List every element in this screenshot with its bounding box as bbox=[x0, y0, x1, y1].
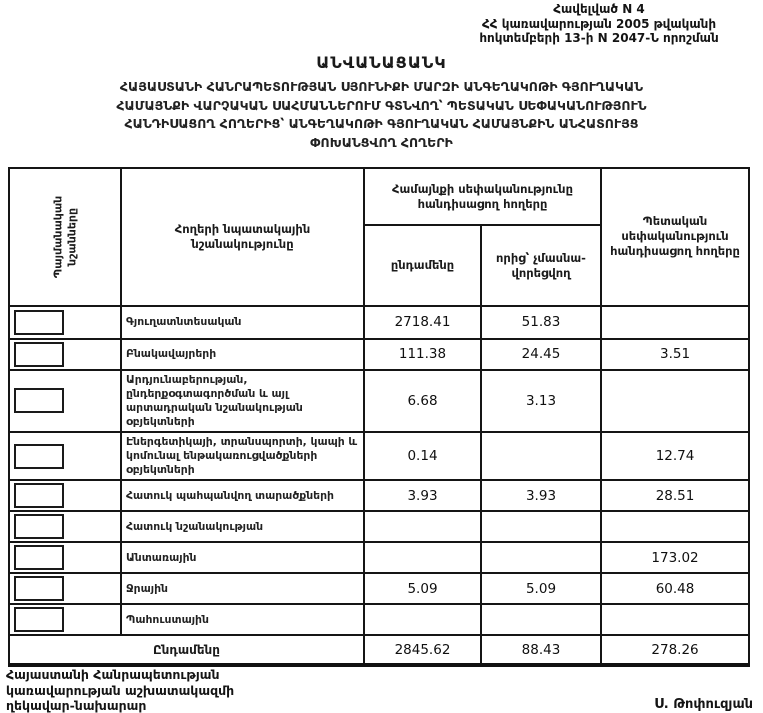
row-state bbox=[601, 511, 749, 542]
total-state: 278.26 bbox=[601, 635, 749, 665]
table-row bbox=[9, 339, 749, 370]
row-total: 0.14 bbox=[364, 432, 481, 480]
header-community-non-privatized: որից՝ չմասնա-վորեցվող bbox=[481, 225, 601, 306]
row-non-privatized: 51.83 bbox=[481, 306, 601, 339]
row-non-privatized bbox=[481, 511, 601, 542]
row-label: Հատուկ պահպանվող տարածքների bbox=[121, 480, 364, 511]
page-subtitle bbox=[0, 78, 763, 153]
subtitle-line-2: ՀԱՄԱՅՆՔԻ ՎԱՐՉԱԿԱՆ ՍԱՀՄԱՆՆԵՐՈՒՄ ԳՏՆՎՈՂ՝ ՊԵՏԱԿԱՆ ՍԵՓԱԿԱՆՈՒԹՅՈՒՆ bbox=[116, 97, 647, 113]
header-symbols-label: Պայմանական նշանները bbox=[51, 195, 78, 279]
row-total: 5.09 bbox=[364, 573, 481, 604]
table-row bbox=[9, 511, 749, 542]
symbol-cell bbox=[9, 573, 121, 604]
row-label: Անտառային bbox=[121, 542, 364, 573]
total-label: Ընդամենը bbox=[9, 635, 364, 665]
row-label: Բնակավայրերի bbox=[121, 339, 364, 370]
table-row bbox=[9, 604, 749, 635]
row-total bbox=[364, 604, 481, 635]
legend-swatch bbox=[14, 444, 64, 469]
row-total: 111.38 bbox=[364, 339, 481, 370]
legend-swatch bbox=[14, 342, 64, 367]
header-state: Պետական սեփականություն հանդիսացող հողերը bbox=[601, 168, 749, 306]
row-state bbox=[601, 370, 749, 432]
table-row bbox=[9, 370, 749, 432]
symbol-cell bbox=[9, 339, 121, 370]
legend-swatch bbox=[14, 545, 64, 570]
header-designation: Հողերի նպատակային նշանակությունը bbox=[121, 168, 364, 306]
row-state: 60.48 bbox=[601, 573, 749, 604]
row-total: 3.93 bbox=[364, 480, 481, 511]
row-state bbox=[601, 604, 749, 635]
page-title: ԱՆՎԱՆԱՑԱՆԿ bbox=[316, 52, 447, 72]
header-community-group: Համայնքի սեփականությունը հանդիսացող հողերը bbox=[364, 168, 601, 225]
table-total-row bbox=[9, 635, 749, 665]
legend-swatch bbox=[14, 310, 64, 335]
symbol-cell bbox=[9, 370, 121, 432]
legend-swatch bbox=[14, 388, 64, 413]
row-label: Պահուստային bbox=[121, 604, 364, 635]
appendix-reference bbox=[439, 2, 759, 46]
appendix-line-1: Հավելված N 4 bbox=[553, 2, 645, 16]
appendix-line-3: հոկտեմբերի 13-ի N 2047-Ն որոշման bbox=[479, 31, 719, 46]
row-label: Ջրային bbox=[121, 573, 364, 604]
row-label: Գյուղատնտեսական bbox=[121, 306, 364, 339]
symbol-cell bbox=[9, 604, 121, 635]
table-row bbox=[9, 432, 749, 480]
row-non-privatized bbox=[481, 604, 601, 635]
symbol-cell bbox=[9, 432, 121, 480]
table-row bbox=[9, 542, 749, 573]
land-distribution-table bbox=[8, 167, 750, 667]
symbol-cell bbox=[9, 511, 121, 542]
row-non-privatized bbox=[481, 432, 601, 480]
row-label: Հատուկ նշանակության bbox=[121, 511, 364, 542]
header-community-total: ընդամենը bbox=[364, 225, 481, 306]
symbol-cell bbox=[9, 542, 121, 573]
table-row bbox=[9, 480, 749, 511]
row-state: 12.74 bbox=[601, 432, 749, 480]
appendix-line-2: ՀՀ կառավարության 2005 թվականի bbox=[481, 16, 717, 31]
row-total: 2718.41 bbox=[364, 306, 481, 339]
row-non-privatized bbox=[481, 542, 601, 573]
symbol-cell bbox=[9, 480, 121, 511]
row-total bbox=[364, 511, 481, 542]
legend-swatch bbox=[14, 514, 64, 539]
header-symbols bbox=[9, 168, 121, 306]
signatory-title bbox=[6, 667, 234, 713]
row-total: 6.68 bbox=[364, 370, 481, 432]
table-row bbox=[9, 573, 749, 604]
signatory-title-line-3: ղեկավար-նախարար bbox=[6, 697, 147, 713]
row-non-privatized: 3.13 bbox=[481, 370, 601, 432]
legend-swatch bbox=[14, 483, 64, 508]
total-non-privatized: 88.43 bbox=[481, 635, 601, 665]
legend-swatch bbox=[14, 607, 64, 632]
signatory-title-line-2: կառավարության աշխատակազմի bbox=[6, 682, 235, 698]
table-row bbox=[9, 306, 749, 339]
row-state: 3.51 bbox=[601, 339, 749, 370]
row-non-privatized: 3.93 bbox=[481, 480, 601, 511]
subtitle-line-4: ՓՈԽԱՆՑՎՈՂ ՀՈՂԵՐԻ bbox=[310, 135, 453, 151]
row-state: 28.51 bbox=[601, 480, 749, 511]
total-community: 2845.62 bbox=[364, 635, 481, 665]
signatory-title-line-1: Հայաստանի Հանրապետության bbox=[6, 667, 220, 683]
footer bbox=[0, 667, 763, 713]
row-state: 173.02 bbox=[601, 542, 749, 573]
legend-swatch bbox=[14, 576, 64, 601]
document-page bbox=[0, 2, 763, 713]
signatory-name: Ս. Թոփուզյան bbox=[654, 697, 753, 712]
row-non-privatized: 5.09 bbox=[481, 573, 601, 604]
row-label: Էներգետիկայի, տրանսպորտի, կապի և կոմունալ ենթակառուցվածքների օբյեկտների bbox=[121, 432, 364, 480]
subtitle-line-3: ՀԱՆԴԻՍԱՑՈՂ ՀՈՂԵՐԻՑ՝ ԱՆԳԵՂԱԿՈԹԻ ԳՅՈՒՂԱԿԱՆ ՀԱՄԱՅՆՔԻՆ ԱՆՀԱՏՈՒՅՑ bbox=[124, 116, 639, 132]
row-non-privatized: 24.45 bbox=[481, 339, 601, 370]
row-total bbox=[364, 542, 481, 573]
subtitle-line-1: ՀԱՅԱՍՏԱՆԻ ՀԱՆՐԱՊԵՏՈՒԹՅԱՆ ՍՅՈՒՆԻՔԻ ՄԱՐԶԻ ԱՆԳԵՂԱԿՈԹԻ ԳՅՈՒՂԱԿԱՆ bbox=[119, 78, 644, 94]
row-label: Արդյունաբերության, ընդերքօգտագործման և այլ արտադրական նշանակության օբյեկտների bbox=[121, 370, 364, 432]
symbol-cell bbox=[9, 306, 121, 339]
row-state bbox=[601, 306, 749, 339]
